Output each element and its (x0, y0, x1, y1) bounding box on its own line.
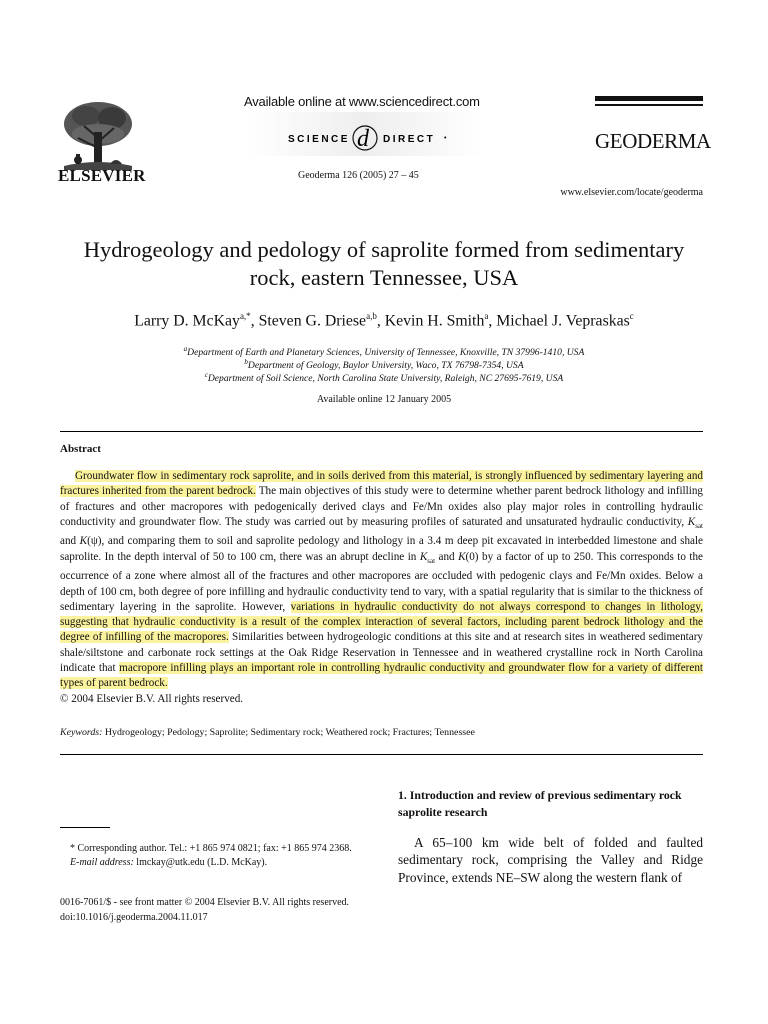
author-sup: a (484, 311, 489, 321)
journal-name: GEODERMA (595, 129, 711, 153)
sd-mark: • (444, 135, 447, 142)
footnote (60, 842, 365, 871)
abstract-text: and (60, 535, 80, 548)
keywords-line (60, 727, 475, 738)
footnote-rule (60, 827, 110, 828)
publisher-wordmark: ELSEVIER (58, 166, 146, 185)
sd-right-text: DIRECT (383, 134, 436, 145)
author-name: Steven G. Driese (258, 312, 367, 330)
abstract-text: and (435, 550, 459, 563)
author-sup: c (629, 311, 634, 321)
symbol-sat: sat (427, 556, 436, 565)
affiliation-c (40, 371, 728, 384)
affiliation-text: Department of Soil Science, North Carolina State University, Raleigh, NC 27695-7619, USA (207, 373, 564, 385)
author-name: Michael J. Vepraskas (496, 312, 630, 330)
abstract-text: The main objectives of this study were to determine whether parent bedrock lithology and infilling of fractures and other macropores with pedogenically derived clays and Fe/Mn oxides also play major roles in controlling hydraulic conductivity and groundwater flow. The study was carried out by measuring profiles of saturated and unsaturated hydraulic conductivity, (60, 485, 703, 528)
highlight-2: variations in hydraulic conductivity do not always correspond to changes in lithology, suggesting that hydraulic conductivity is a result of the complex interaction of several factors, including parent bedrock lithology and the degree of infilling of the macropores. (60, 600, 703, 644)
author-name: Larry D. McKay (134, 312, 240, 330)
email-label: E-mail address: (70, 857, 134, 869)
author-list (40, 311, 728, 330)
journal-url[interactable]: www.elsevier.com/locate/geoderma (560, 187, 703, 198)
affiliation-sup: b (244, 358, 248, 366)
section-heading: 1. Introduction and review of previous sedimentary rock saprolite research (398, 788, 682, 819)
available-online-banner: Available online at www.sciencedirect.com (244, 94, 480, 109)
abstract-top-rule (60, 431, 703, 432)
highlight-3: macropore infilling plays an important role in controlling hydraulic conductivity and groundwater flow for a variety of different types of parent bedrock. (60, 662, 703, 690)
affiliation-sup: a (183, 345, 188, 353)
journal-citation: Geoderma 126 (2005) 27 – 45 (298, 170, 419, 181)
sd-mid-glyph: d (357, 126, 369, 152)
symbol-sat: sat (695, 522, 703, 531)
author-name: Kevin H. Smith (384, 312, 485, 330)
intro-paragraph: A 65–100 km wide belt of folded and faulted sedimentary rock, comprising the Valley and Ridge Province, extends NE–SW along the western flank of (398, 835, 703, 885)
abstract-body (60, 469, 703, 707)
author-sep: , (488, 312, 497, 330)
affiliation-text: Department of Earth and Planetary Sciences, University of Tennessee, Knoxville, TN 37996-1410, USA (187, 347, 585, 359)
author-sep: , (376, 312, 385, 330)
abstract-heading: Abstract (60, 443, 101, 455)
affiliation-a (40, 345, 728, 358)
keywords-text: Hydrogeology; Pedology; Saprolite; Sedimentary rock; Weathered rock; Fractures; Tennessee (102, 727, 475, 738)
sd-left-text: SCIENCE (288, 134, 350, 145)
article-title (40, 236, 728, 292)
abstract-text: Similarities between hydrogeologic conditions at this site and at research sites in weathered sedimentary shale/siltstone and carbonate rock settings at the Oak Ridge Reservation in Tennessee and in weathered crystalline rock in North Carolina indicate that (60, 631, 703, 674)
email-note (60, 856, 365, 870)
highlight-1: Groundwater flow in sedimentary rock saprolite, and in soils derived from this material, is strongly influenced by sedimentary layering and fractures inherited from the parent bedrock. (60, 470, 703, 498)
sciencedirect-logo (248, 112, 484, 156)
symbol-psi: (ψ) (87, 535, 102, 548)
title-line-2: rock, eastern Tennessee, USA (249, 265, 519, 290)
symbol-k: K (458, 550, 466, 563)
journal-header-bars (595, 96, 703, 108)
author-sup: a,b (366, 311, 377, 321)
corresponding-text: * Corresponding author. Tel.: +1 865 974 0821; fax: +1 865 974 2368. (70, 843, 352, 854)
title-line-1: Hydrogeology and pedology of saprolite formed from sedimentary (83, 237, 685, 262)
affiliation-text: Department of Geology, Baylor University, Waco, TX 76798-7354, USA (247, 360, 524, 372)
author-sup: a,* (239, 311, 251, 321)
email-address[interactable]: lmckay@utk.edu (L.D. McKay). (133, 857, 268, 869)
symbol-k: K (687, 515, 696, 528)
symbol-k: K (419, 550, 428, 563)
author-sep: , (250, 312, 259, 330)
issn-line: 0016-7061/$ - see front matter © 2004 Elsevier B.V. All rights reserved. (60, 897, 350, 908)
abstract-copyright: © 2004 Elsevier B.V. All rights reserved. (60, 692, 244, 705)
corresponding-author-note (60, 842, 365, 856)
abstract-paragraph (60, 469, 703, 692)
affiliation-sup: c (204, 371, 208, 379)
front-matter (60, 895, 400, 925)
intro-text (398, 834, 703, 886)
abstract-text: by a factor of up to 250. This corresponds to the occurrence of a zone where almost all of the fractures and other macropores are occluded with pedogenic clays and Fe/Mn oxides. Below a depth of 100 cm, both degree of pore infilling and hydraulic conductivity tend to vary, with a spatial regularity that is similar to the thickness of sedimentary layering in the saprolite. However, (60, 550, 704, 613)
keywords-label: Keywords: (60, 727, 103, 738)
abstract-bottom-rule (60, 754, 703, 755)
abstract-text: , and comparing them to soil and saprolite pedology and lithology in a 3.4 m deep pit excavated in interbedded limestone and shale saprolite. In the depth interval of 50 to 100 cm, there was an abrupt decline in (60, 535, 703, 563)
symbol-k: K (79, 535, 88, 548)
affiliation-b (40, 358, 728, 371)
received-date: Available online 12 January 2005 (316, 394, 452, 405)
symbol-zero: (0) (465, 550, 479, 563)
doi-line[interactable]: doi:10.1016/j.geoderma.2004.11.017 (60, 912, 208, 923)
